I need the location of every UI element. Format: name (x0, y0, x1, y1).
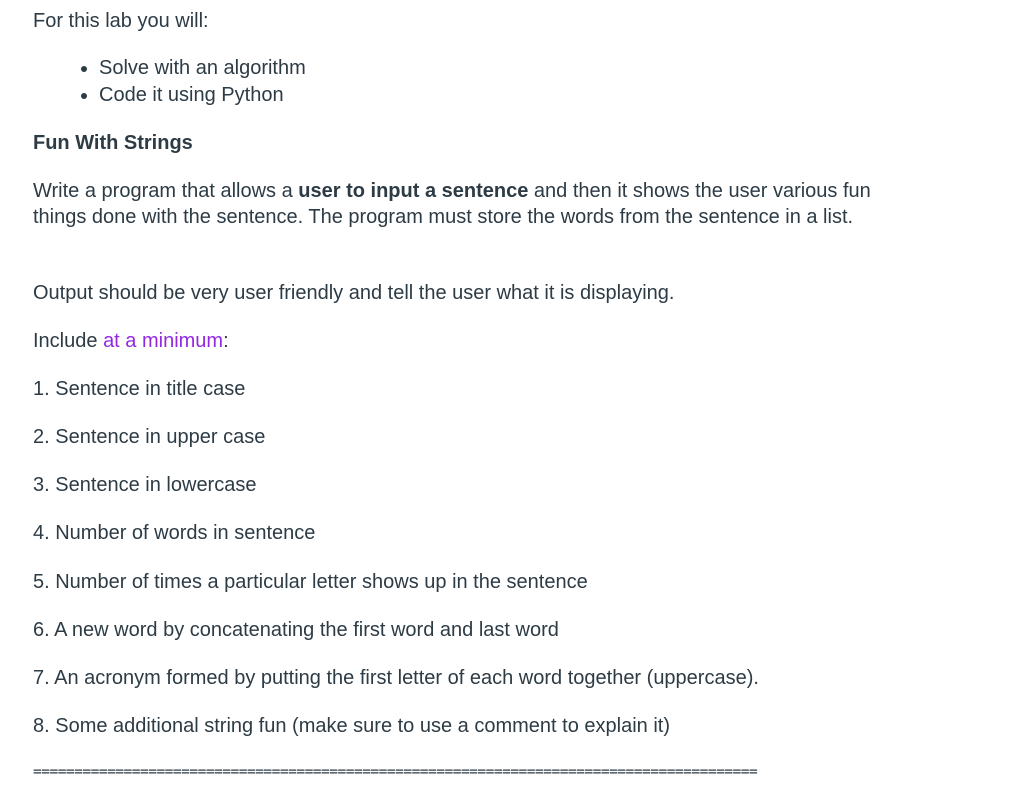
instructions-text-end: and then it shows the user various fun things done with the sentence. The program must store the words from the sentence in a list. (33, 180, 871, 228)
requirement-item-3: 3. Sentence in lowercase (33, 474, 257, 496)
requirement-item-1: 1. Sentence in title case (33, 378, 246, 400)
requirement-item-2: 2. Sentence in upper case (33, 426, 266, 448)
requirement-item-6: 6. A new word by concatenating the first word and last word (33, 619, 559, 641)
divider-line: ======================================================================================== (33, 764, 758, 780)
section-heading: Fun With Strings (33, 132, 193, 154)
include-text-start: Include (33, 330, 104, 352)
requirement-item-8: 8. Some additional string fun (make sure to use a comment to explain it) (33, 715, 670, 737)
instructions-text-start: Write a program that allows a (33, 180, 299, 202)
lab-goals-list (33, 55, 306, 109)
instructions-paragraph (33, 178, 913, 230)
output-requirement: Output should be very user friendly and tell the user what it is displaying. (33, 282, 675, 304)
include-requirement (33, 328, 933, 354)
minimum-highlight: at a minimum (103, 330, 224, 352)
requirement-item-5: 5. Number of times a particular letter shows up in the sentence (33, 571, 588, 593)
instructions-emphasis: user to input a sentence (298, 180, 529, 202)
requirement-item-7: 7. An acronym formed by putting the first letter of each word together (uppercase). (33, 667, 759, 689)
requirement-item-4: 4. Number of words in sentence (33, 522, 316, 544)
lab-goal-item: • Solve with an algorithm (99, 55, 306, 82)
intro-text: For this lab you will: (33, 10, 209, 32)
include-text-end: : (223, 330, 229, 352)
lab-goal-item: • Code it using Python (99, 82, 306, 109)
